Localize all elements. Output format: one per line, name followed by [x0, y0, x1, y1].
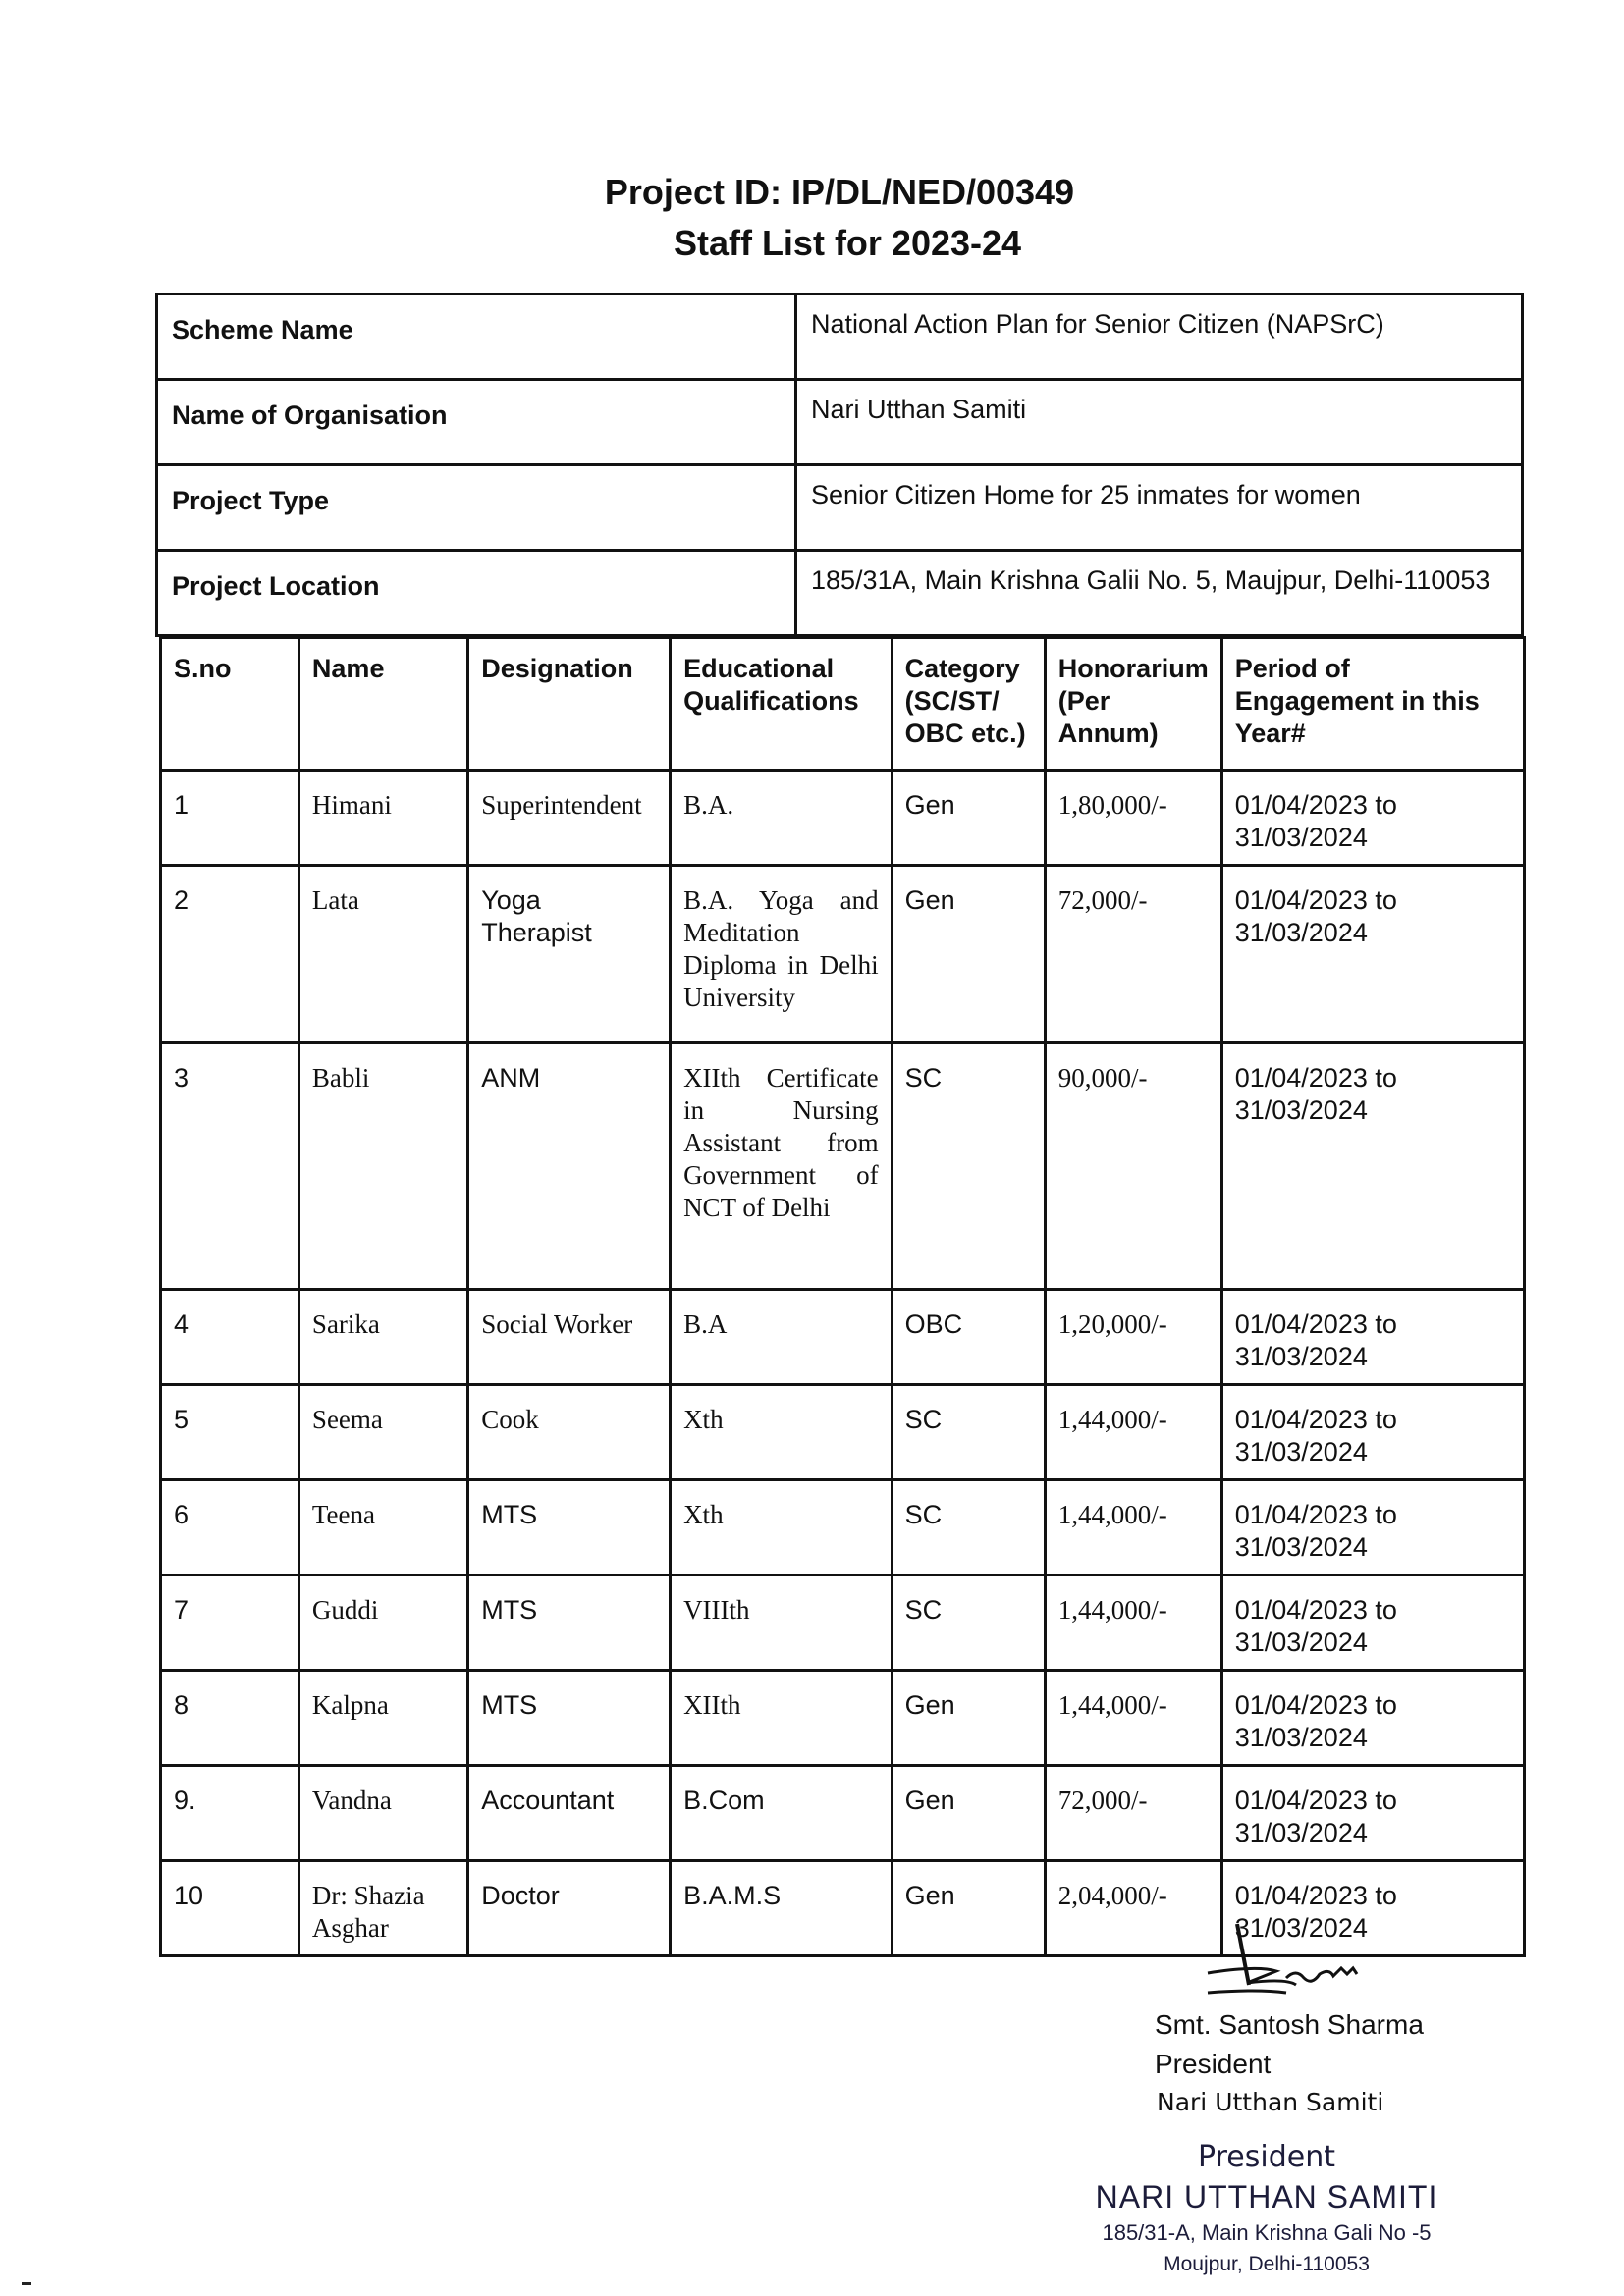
stamp-organisation: NARI UTTHAN SAMITI [1095, 2179, 1438, 2215]
cell-sno: 5 [161, 1385, 299, 1480]
cell-qualification: B.A [671, 1290, 893, 1385]
cell-name: Teena [298, 1480, 467, 1575]
cell-name: Dr: Shazia Asghar [298, 1861, 467, 1956]
staff-row [161, 1766, 1525, 1861]
cell-category: SC [892, 1043, 1045, 1290]
column-header-sno: S.no [161, 638, 299, 771]
cell-sno: 6 [161, 1480, 299, 1575]
cell-period: 01/04/2023 to 31/03/2024 [1221, 1480, 1524, 1575]
cell-category: Gen [892, 866, 1045, 1043]
cell-period: 01/04/2023 to 31/03/2024 [1221, 1575, 1524, 1671]
info-label: Project Type [157, 465, 796, 551]
info-value: Senior Citizen Home for 25 inmates for women [796, 465, 1523, 551]
cell-designation: ANM [468, 1043, 671, 1290]
signatory-role: President [1155, 2049, 1272, 2079]
cell-category: SC [892, 1385, 1045, 1480]
cell-period: 01/04/2023 to 31/03/2024 [1221, 866, 1524, 1043]
cell-category: SC [892, 1575, 1045, 1671]
cell-name: Kalpna [298, 1671, 467, 1766]
cell-designation: Accountant [468, 1766, 671, 1861]
cell-period: 01/04/2023 to 31/03/2024 [1221, 771, 1524, 866]
cell-name: Guddi [298, 1575, 467, 1671]
column-header-qualifications: Educational Qualifications [671, 638, 893, 771]
cell-period: 01/04/2023 to 31/03/2024 [1221, 1290, 1524, 1385]
cell-sno: 7 [161, 1575, 299, 1671]
cell-category: Gen [892, 771, 1045, 866]
cell-honorarium: 1,44,000/- [1045, 1671, 1221, 1766]
signatory-organisation: Nari Utthan Samiti [1157, 2088, 1384, 2116]
cell-name: Lata [298, 866, 467, 1043]
info-row [157, 294, 1523, 380]
cell-name: Sarika [298, 1290, 467, 1385]
column-header-name: Name [298, 638, 467, 771]
cell-name: Himani [298, 771, 467, 866]
info-label: Name of Organisation [157, 380, 796, 465]
cell-name: Babli [298, 1043, 467, 1290]
cell-period: 01/04/2023 to 31/03/2024 [1221, 1766, 1524, 1861]
cell-honorarium: 1,44,000/- [1045, 1480, 1221, 1575]
column-header-category: Category (SC/ST/ OBC etc.) [892, 638, 1045, 771]
staff-row [161, 1290, 1525, 1385]
staff-row [161, 771, 1525, 866]
cell-honorarium: 1,80,000/- [1045, 771, 1221, 866]
cell-qualification: VIIIth [671, 1575, 893, 1671]
staff-row [161, 1575, 1525, 1671]
cell-designation: Doctor [468, 1861, 671, 1956]
cell-designation: MTS [468, 1480, 671, 1575]
staff-table-header-row [161, 638, 1525, 771]
cell-sno: 9. [161, 1766, 299, 1861]
cell-qualification: Xth [671, 1480, 893, 1575]
scan-edge-mark [22, 2282, 31, 2285]
cell-category: Gen [892, 1861, 1045, 1956]
cell-qualification: B.A.M.S [671, 1861, 893, 1956]
info-row [157, 380, 1523, 465]
info-value: Nari Utthan Samiti [796, 380, 1523, 465]
cell-sno: 1 [161, 771, 299, 866]
cell-qualification: B.Com [671, 1766, 893, 1861]
stamp-role: President [1198, 2140, 1335, 2174]
cell-period: 01/04/2023 to 31/03/2024 [1221, 1043, 1524, 1290]
staff-table [159, 636, 1526, 1957]
cell-qualification: XIIth Certificate in Nursing Assistant from Government of NCT of Delhi [671, 1043, 893, 1290]
info-value: 185/31A, Main Krishna Galii No. 5, Maujpur, Delhi-110053 [796, 551, 1523, 636]
staff-row [161, 1671, 1525, 1766]
cell-sno: 10 [161, 1861, 299, 1956]
cell-period: 01/04/2023 to 31/03/2024 [1221, 1671, 1524, 1766]
stamp-address-line2: Moujpur, Delhi-110053 [1164, 2253, 1370, 2275]
cell-honorarium: 1,44,000/- [1045, 1385, 1221, 1480]
staff-row [161, 866, 1525, 1043]
cell-category: SC [892, 1480, 1045, 1575]
project-info-table [155, 293, 1524, 637]
cell-designation: MTS [468, 1671, 671, 1766]
staff-row [161, 1385, 1525, 1480]
info-value: National Action Plan for Senior Citizen (NAPSrC) [796, 294, 1523, 380]
stamp-address-line1: 185/31-A, Main Krishna Gali No -5 [1102, 2220, 1432, 2245]
cell-period: 01/04/2023 to 31/03/2024 [1221, 1861, 1524, 1956]
cell-name: Seema [298, 1385, 467, 1480]
cell-honorarium: 72,000/- [1045, 866, 1221, 1043]
cell-honorarium: 1,20,000/- [1045, 1290, 1221, 1385]
staff-row [161, 1043, 1525, 1290]
cell-period: 01/04/2023 to 31/03/2024 [1221, 1385, 1524, 1480]
cell-name: Vandna [298, 1766, 467, 1861]
cell-honorarium: 90,000/- [1045, 1043, 1221, 1290]
cell-honorarium: 2,04,000/- [1045, 1861, 1221, 1956]
cell-qualification: B.A. [671, 771, 893, 866]
cell-sno: 3 [161, 1043, 299, 1290]
signature-scribble [1168, 1924, 1394, 2002]
info-label: Scheme Name [157, 294, 796, 380]
cell-designation: MTS [468, 1575, 671, 1671]
cell-sno: 8 [161, 1671, 299, 1766]
staff-row [161, 1480, 1525, 1575]
staff-list-heading: Staff List for 2023-24 [673, 223, 1022, 263]
column-header-period: Period of Engagement in this Year# [1221, 638, 1524, 771]
cell-designation: Social Worker [468, 1290, 671, 1385]
cell-category: Gen [892, 1766, 1045, 1861]
cell-designation: Yoga Therapist [468, 866, 671, 1043]
cell-designation: Superintendent [468, 771, 671, 866]
project-id-heading: Project ID: IP/DL/NED/00349 [604, 172, 1075, 212]
cell-honorarium: 72,000/- [1045, 1766, 1221, 1861]
cell-sno: 2 [161, 866, 299, 1043]
cell-qualification: XIIth [671, 1671, 893, 1766]
cell-qualification: B.A. Yoga and Meditation Diploma in Delhi University [671, 866, 893, 1043]
column-header-honorarium: Honorarium (Per Annum) [1045, 638, 1221, 771]
cell-sno: 4 [161, 1290, 299, 1385]
info-row [157, 465, 1523, 551]
cell-category: Gen [892, 1671, 1045, 1766]
info-label: Project Location [157, 551, 796, 636]
column-header-designation: Designation [468, 638, 671, 771]
info-row [157, 551, 1523, 636]
cell-honorarium: 1,44,000/- [1045, 1575, 1221, 1671]
cell-designation: Cook [468, 1385, 671, 1480]
cell-category: OBC [892, 1290, 1045, 1385]
cell-qualification: Xth [671, 1385, 893, 1480]
signatory-name: Smt. Santosh Sharma [1155, 2009, 1424, 2040]
